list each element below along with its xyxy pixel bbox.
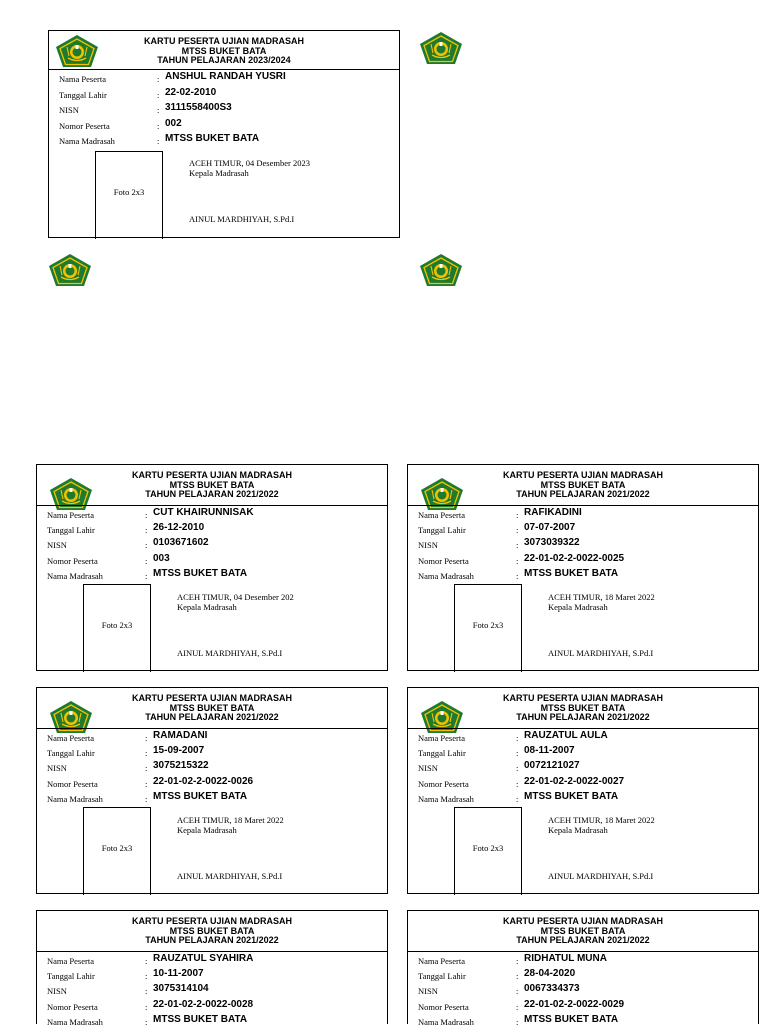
card-title: KARTU PESERTA UJIAN MADRASAH bbox=[131, 916, 292, 926]
participant-nisn: 3073039322 bbox=[524, 537, 580, 548]
card-header bbox=[408, 694, 758, 723]
photo-box: Foto 2x3 bbox=[454, 807, 522, 895]
card-school-name: MTSS BUKET BATA bbox=[169, 702, 255, 713]
header-divider bbox=[408, 728, 758, 729]
participant-name: RAUZATUL SYAHIRA bbox=[153, 953, 254, 964]
participant-dob: 26-12-2010 bbox=[153, 522, 205, 533]
card-header bbox=[37, 694, 387, 723]
card-title: KARTU PESERTA UJIAN MADRASAH bbox=[131, 693, 292, 703]
participant-dob: 07-07-2007 bbox=[524, 522, 576, 533]
kemenag-logo-icon bbox=[419, 253, 463, 287]
participant-school: MTSS BUKET BATA bbox=[153, 1014, 248, 1025]
participant-school: MTSS BUKET BATA bbox=[165, 133, 260, 144]
participant-dob: 08-11-2007 bbox=[524, 745, 575, 756]
participant-number: 22-01-02-2-0022-0026 bbox=[153, 776, 254, 787]
participant-nisn: 0103671602 bbox=[153, 537, 209, 548]
signature-place-date: ACEH TIMUR, 18 Maret 2022 Kepala Madrasah bbox=[548, 815, 655, 835]
card-title: KARTU PESERTA UJIAN MADRASAH bbox=[502, 693, 663, 703]
card-title: KARTU PESERTA UJIAN MADRASAH bbox=[502, 916, 663, 926]
signer-name: AINUL MARDHIYAH, S.Pd.I bbox=[177, 871, 283, 881]
photo-box: Foto 2x3 bbox=[454, 584, 522, 672]
participant-dob: 28-04-2020 bbox=[524, 968, 576, 979]
participant-school: MTSS BUKET BATA bbox=[524, 1014, 619, 1025]
participant-card: KARTU PESERTA UJIAN MADRASAH MTSS BUKET BATA TAHUN PELAJARAN 2023/2024 Nama Peserta : ANSHUL RANDAH YUSRI Tanggal Lahir : 22-02-2010 NISN : 3111558400S3 Nomor Peserta : 002 Nama Madrasah : MTSS BUKET BATA Foto 2x3 ACEH TIMUR, 04 Desember 2023 Kepala Madrasah AINUL MARDHIYAH, S.Pd.I bbox=[48, 30, 400, 238]
participant-number: 22-01-02-2-0022-0029 bbox=[524, 999, 625, 1010]
participant-number: 003 bbox=[153, 553, 170, 564]
participant-card: KARTU PESERTA UJIAN MADRASAH MTSS BUKET BATA TAHUN PELAJARAN 2021/2022 Nama Peserta : RAFIKADINI Tanggal Lahir : 07-07-2007 NISN : 3073039322 Nomor Peserta : 22-01-02-2-0022-0025 Nama Madrasah : MTSS BUKET BATA Foto 2x3 ACEH TIMUR, 18 Maret 2022 Kepala Madrasah AINUL MARDHIYAH, S.Pd.I bbox=[407, 464, 759, 671]
participant-school: MTSS BUKET BATA bbox=[524, 568, 619, 579]
card-school-name: MTSS BUKET BATA bbox=[540, 925, 626, 936]
signature-place-date: ACEH TIMUR, 18 Maret 2022 Kepala Madrasah bbox=[548, 592, 655, 612]
participant-nisn: 3075314104 bbox=[153, 983, 209, 994]
card-school-name: MTSS BUKET BATA bbox=[169, 925, 255, 936]
card-school-name: MTSS BUKET BATA bbox=[540, 702, 626, 713]
header-divider bbox=[37, 728, 387, 729]
signer-name: AINUL MARDHIYAH, S.Pd.I bbox=[548, 871, 654, 881]
kemenag-logo-icon bbox=[48, 253, 92, 287]
card-header bbox=[49, 37, 399, 66]
card-year: TAHUN PELAJARAN 2021/2022 bbox=[516, 935, 650, 945]
participant-nisn: 3075215322 bbox=[153, 760, 209, 771]
participant-card: KARTU PESERTA UJIAN MADRASAH MTSS BUKET BATA TAHUN PELAJARAN 2021/2022 Nama Peserta : RAUZATUL AULA Tanggal Lahir : 08-11-2007 NISN : 0072121027 Nomor Peserta : 22-01-02-2-0022-0027 Nama Madrasah : MTSS BUKET BATA Foto 2x3 ACEH TIMUR, 18 Maret 2022 Kepala Madrasah AINUL MARDHIYAH, S.Pd.I bbox=[407, 687, 759, 894]
header-divider bbox=[408, 505, 758, 506]
signature-place-date: ACEH TIMUR, 04 Desember 2023 Kepala Madrasah bbox=[189, 158, 310, 178]
card-year: TAHUN PELAJARAN 2021/2022 bbox=[145, 489, 279, 499]
header-divider bbox=[49, 69, 399, 70]
header-divider bbox=[37, 951, 387, 952]
participant-name: RIDHATUL MUNA bbox=[524, 953, 607, 964]
participant-school: MTSS BUKET BATA bbox=[153, 791, 248, 802]
participant-name: RAUZATUL AULA bbox=[524, 730, 608, 741]
participant-number: 22-01-02-2-0022-0025 bbox=[524, 553, 625, 564]
participant-name: RAFIKADINI bbox=[524, 507, 582, 518]
card-school-name: MTSS BUKET BATA bbox=[169, 479, 255, 490]
participant-dob: 10-11-2007 bbox=[153, 968, 204, 979]
participant-card: KARTU PESERTA UJIAN MADRASAH MTSS BUKET BATA TAHUN PELAJARAN 2021/2022 Nama Peserta : RAUZATUL SYAHIRA Tanggal Lahir : 10-11-2007 NISN : 3075314104 Nomor Peserta : 22-01-02-2-0022-0028 Nama Madrasah : MTSS BUKET BATA bbox=[36, 910, 388, 1024]
participant-dob: 22-02-2010 bbox=[165, 87, 217, 98]
card-header bbox=[408, 917, 758, 946]
card-title: KARTU PESERTA UJIAN MADRASAH bbox=[131, 470, 292, 480]
card-year: TAHUN PELAJARAN 2021/2022 bbox=[145, 935, 279, 945]
participant-name: ANSHUL RANDAH YUSRI bbox=[165, 71, 286, 82]
signer-name: AINUL MARDHIYAH, S.Pd.I bbox=[177, 648, 283, 658]
card-school-name: MTSS BUKET BATA bbox=[540, 479, 626, 490]
card-header bbox=[37, 917, 387, 946]
signature-place-date: ACEH TIMUR, 18 Maret 2022 Kepala Madrasah bbox=[177, 815, 284, 835]
card-year: TAHUN PELAJARAN 2021/2022 bbox=[516, 712, 650, 722]
participant-nisn: 0072121027 bbox=[524, 760, 580, 771]
participant-card: KARTU PESERTA UJIAN MADRASAH MTSS BUKET BATA TAHUN PELAJARAN 2021/2022 Nama Peserta : CUT KHAIRUNNISAK Tanggal Lahir : 26-12-2010 NISN : 0103671602 Nomor Peserta : 003 Nama Madrasah : MTSS BUKET BATA Foto 2x3 ACEH TIMUR, 04 Desember 202 Kepala Madrasah AINUL MARDHIYAH, S.Pd.I bbox=[36, 464, 388, 671]
card-year: TAHUN PELAJARAN 2021/2022 bbox=[145, 712, 279, 722]
card-year: TAHUN PELAJARAN 2023/2024 bbox=[157, 55, 291, 65]
participant-number: 002 bbox=[165, 118, 182, 129]
photo-box: Foto 2x3 bbox=[83, 584, 151, 672]
participant-card: KARTU PESERTA UJIAN MADRASAH MTSS BUKET BATA TAHUN PELAJARAN 2021/2022 Nama Peserta : RAMADANI Tanggal Lahir : 15-09-2007 NISN : 3075215322 Nomor Peserta : 22-01-02-2-0022-0026 Nama Madrasah : MTSS BUKET BATA Foto 2x3 ACEH TIMUR, 18 Maret 2022 Kepala Madrasah AINUL MARDHIYAH, S.Pd.I bbox=[36, 687, 388, 894]
participant-nisn: 0067334373 bbox=[524, 983, 580, 994]
card-year: TAHUN PELAJARAN 2021/2022 bbox=[516, 489, 650, 499]
signature-place-date: ACEH TIMUR, 04 Desember 202 Kepala Madrasah bbox=[177, 592, 294, 612]
photo-box: Foto 2x3 bbox=[95, 151, 163, 239]
header-divider bbox=[37, 505, 387, 506]
kemenag-logo-icon bbox=[419, 31, 463, 65]
participant-school: MTSS BUKET BATA bbox=[153, 568, 248, 579]
card-header bbox=[408, 471, 758, 500]
signer-name: AINUL MARDHIYAH, S.Pd.I bbox=[548, 648, 654, 658]
card-title: KARTU PESERTA UJIAN MADRASAH bbox=[502, 470, 663, 480]
participant-number: 22-01-02-2-0022-0027 bbox=[524, 776, 625, 787]
card-title: KARTU PESERTA UJIAN MADRASAH bbox=[143, 36, 304, 46]
participant-name: CUT KHAIRUNNISAK bbox=[153, 507, 254, 518]
photo-box: Foto 2x3 bbox=[83, 807, 151, 895]
signer-name: AINUL MARDHIYAH, S.Pd.I bbox=[189, 214, 295, 224]
participant-nisn: 3111558400S3 bbox=[165, 102, 232, 113]
participant-card: KARTU PESERTA UJIAN MADRASAH MTSS BUKET BATA TAHUN PELAJARAN 2021/2022 Nama Peserta : RIDHATUL MUNA Tanggal Lahir : 28-04-2020 NISN : 0067334373 Nomor Peserta : 22-01-02-2-0022-0029 Nama Madrasah : MTSS BUKET BATA bbox=[407, 910, 759, 1024]
header-divider bbox=[408, 951, 758, 952]
participant-number: 22-01-02-2-0022-0028 bbox=[153, 999, 254, 1010]
participant-school: MTSS BUKET BATA bbox=[524, 791, 619, 802]
card-header bbox=[37, 471, 387, 500]
participant-dob: 15-09-2007 bbox=[153, 745, 205, 756]
participant-name: RAMADANI bbox=[153, 730, 208, 741]
card-school-name: MTSS BUKET BATA bbox=[181, 45, 267, 56]
